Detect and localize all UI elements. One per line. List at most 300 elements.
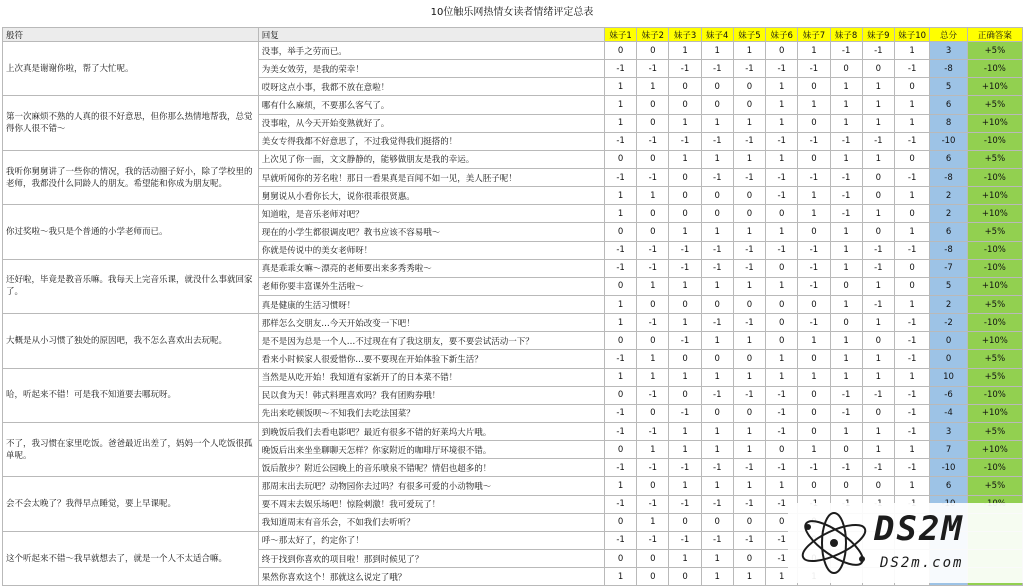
reply-cell: 老师你要丰富课外生活啦～ bbox=[258, 277, 604, 295]
score-cell-girl-2: 0 bbox=[637, 549, 669, 567]
score-cell-girl-3: -1 bbox=[669, 259, 701, 277]
score-cell-girl-5: -1 bbox=[733, 168, 765, 186]
score-cell-girl-4: -1 bbox=[701, 386, 733, 404]
score-cell-girl-1: 0 bbox=[605, 150, 637, 168]
score-cell-girl-7: 0 bbox=[798, 223, 830, 241]
score-cell-girl-7: 1 bbox=[798, 205, 830, 223]
score-cell-girl-1: 0 bbox=[605, 513, 637, 531]
score-cell-girl-6: -1 bbox=[766, 241, 798, 259]
score-cell-girl-5: 1 bbox=[733, 223, 765, 241]
total-cell: 8 bbox=[930, 114, 967, 132]
table-title: 10位触乐网热情女读者情绪评定总表 bbox=[430, 7, 594, 18]
score-cell-girl-7: -1 bbox=[798, 459, 830, 477]
score-cell-girl-4: 1 bbox=[701, 477, 733, 495]
context-cell: 还好啦，毕竟是教音乐嘛。我每天上完音乐课，就没什么事就回家了。 bbox=[3, 259, 259, 313]
score-cell-girl-8: 0 bbox=[830, 277, 862, 295]
reply-cell: 是不是因为总是一个人…不过现在有了我这朋友，要不要尝试活动一下？ bbox=[258, 332, 604, 350]
score-cell-girl-10: 0 bbox=[894, 205, 929, 223]
score-cell-girl-5: 0 bbox=[733, 205, 765, 223]
score-cell-girl-8: 1 bbox=[830, 114, 862, 132]
total-cell: -8 bbox=[930, 168, 967, 186]
score-cell-girl-3: 0 bbox=[669, 205, 701, 223]
score-cell-girl-4: 1 bbox=[701, 368, 733, 386]
score-cell-girl-6: 0 bbox=[766, 332, 798, 350]
score-cell-girl-4: 0 bbox=[701, 404, 733, 422]
score-cell-girl-9: 0 bbox=[862, 168, 894, 186]
score-cell-girl-9: -1 bbox=[862, 386, 894, 404]
score-cell-girl-6: 0 bbox=[766, 205, 798, 223]
score-cell-girl-7: -1 bbox=[798, 60, 830, 78]
total-cell: 6 bbox=[930, 150, 967, 168]
score-cell-girl-8: 1 bbox=[830, 78, 862, 96]
score-cell-girl-7: -1 bbox=[798, 314, 830, 332]
score-cell-girl-9: 1 bbox=[862, 277, 894, 295]
score-cell-girl-1: 1 bbox=[605, 96, 637, 114]
score-cell-girl-10: -1 bbox=[894, 459, 929, 477]
score-cell-girl-6: -1 bbox=[766, 168, 798, 186]
reply-cell: 饭后散步？附近公园晚上的音乐喷泉不错呢？情侣也超多的！ bbox=[258, 459, 604, 477]
answer-cell: +10% bbox=[967, 78, 1022, 96]
reply-cell: 美女专得我都不好意思了，不过我觉得我们挺搭的！ bbox=[258, 132, 604, 150]
score-cell-girl-1: -1 bbox=[605, 259, 637, 277]
score-cell-girl-2: 1 bbox=[637, 78, 669, 96]
score-cell-girl-4: 1 bbox=[701, 332, 733, 350]
reply-cell: 上次见了你一面，文文静静的，能够做朋友是我的幸运。 bbox=[258, 150, 604, 168]
score-cell-girl-4: 1 bbox=[701, 568, 733, 586]
context-cell: 上次真是谢谢你啦，帮了大忙呢。 bbox=[3, 42, 259, 96]
reply-cell: 那样怎么交朋友…今天开始改变一下吧！ bbox=[258, 314, 604, 332]
score-cell-girl-2: -1 bbox=[637, 495, 669, 513]
score-cell-girl-7: 1 bbox=[798, 332, 830, 350]
header-context: 般符 bbox=[3, 28, 259, 42]
score-cell-girl-7: 0 bbox=[798, 295, 830, 313]
score-cell-girl-5: 1 bbox=[733, 441, 765, 459]
score-cell-girl-8: 1 bbox=[830, 295, 862, 313]
score-cell-girl-2: -1 bbox=[637, 531, 669, 549]
context-cell: 这个听起来不错～我早就想去了，就是一个人不太适合嘛。 bbox=[3, 531, 259, 585]
score-cell-girl-2: -1 bbox=[637, 60, 669, 78]
answer-cell: +5% bbox=[967, 368, 1022, 386]
score-cell-girl-8: -1 bbox=[830, 168, 862, 186]
context-cell: 会不会太晚了？我得早点睡觉，要上早课呢。 bbox=[3, 477, 259, 531]
score-cell-girl-5: 1 bbox=[733, 568, 765, 586]
score-cell-girl-5: 1 bbox=[733, 114, 765, 132]
score-cell-girl-7: 1 bbox=[798, 96, 830, 114]
total-cell: -7 bbox=[930, 259, 967, 277]
score-cell-girl-5: 1 bbox=[733, 42, 765, 60]
context-cell: 不了，我习惯在家里吃饭。爸爸最近出差了，妈妈一个人吃饭很孤单呢。 bbox=[3, 422, 259, 476]
total-cell: -10 bbox=[930, 132, 967, 150]
score-cell-girl-2: -1 bbox=[637, 168, 669, 186]
answer-cell: -10% bbox=[967, 132, 1022, 150]
total-cell: 3 bbox=[930, 42, 967, 60]
score-cell-girl-6: 1 bbox=[766, 223, 798, 241]
score-cell-girl-5: 0 bbox=[733, 78, 765, 96]
score-cell-girl-9: 1 bbox=[862, 368, 894, 386]
context-cell: 我听你舅舅讲了一些你的情况，我的活动圈子好小，除了学校里的老师，我都没什么同龄人的朋友。希望能和你成为朋友呢。 bbox=[3, 150, 259, 204]
score-cell-girl-1: 0 bbox=[605, 42, 637, 60]
score-cell-girl-5: -1 bbox=[733, 259, 765, 277]
reply-cell: 要不周末去娱乐场吧！惊险刺激！我可爱玩了！ bbox=[258, 495, 604, 513]
score-cell-girl-9: 1 bbox=[862, 78, 894, 96]
reply-cell: 哪有什么麻烦，不要那么客气了。 bbox=[258, 96, 604, 114]
score-cell-girl-5: 0 bbox=[733, 96, 765, 114]
score-cell-girl-1: 1 bbox=[605, 187, 637, 205]
score-cell-girl-9: 0 bbox=[862, 60, 894, 78]
score-cell-girl-6: 0 bbox=[766, 513, 798, 531]
score-cell-girl-4: 1 bbox=[701, 223, 733, 241]
score-cell-girl-6: 0 bbox=[766, 295, 798, 313]
score-cell-girl-1: 0 bbox=[605, 386, 637, 404]
score-cell-girl-7: 0 bbox=[798, 150, 830, 168]
score-cell-girl-8: 0 bbox=[830, 60, 862, 78]
score-cell-girl-8: -1 bbox=[830, 459, 862, 477]
reply-cell: 我知道周末有音乐会，不如我们去听听？ bbox=[258, 513, 604, 531]
total-cell: 6 bbox=[930, 477, 967, 495]
reply-cell: 没事，举手之劳而已。 bbox=[258, 42, 604, 60]
score-cell-girl-8: -1 bbox=[830, 132, 862, 150]
header-girl-3: 妹子3 bbox=[669, 28, 701, 42]
score-cell-girl-4: 1 bbox=[701, 114, 733, 132]
reply-cell: 哎呀这点小事，我都不放在意啦！ bbox=[258, 78, 604, 96]
score-cell-girl-9: 1 bbox=[862, 114, 894, 132]
score-cell-girl-3: 1 bbox=[669, 150, 701, 168]
score-cell-girl-6: -1 bbox=[766, 386, 798, 404]
score-cell-girl-1: -1 bbox=[605, 132, 637, 150]
reply-cell: 那周末出去玩吧？动物园你去过吗？有很多可爱的小动物哦～ bbox=[258, 477, 604, 495]
answer-cell: +10% bbox=[967, 205, 1022, 223]
score-cell-girl-5: -1 bbox=[733, 495, 765, 513]
score-cell-girl-2: -1 bbox=[637, 259, 669, 277]
total-cell: 0 bbox=[930, 332, 967, 350]
score-cell-girl-7: -1 bbox=[798, 277, 830, 295]
total-cell: 3 bbox=[930, 422, 967, 440]
score-cell-girl-4: 1 bbox=[701, 549, 733, 567]
total-cell: 6 bbox=[930, 96, 967, 114]
total-cell: -2 bbox=[930, 314, 967, 332]
score-cell-girl-5: 0 bbox=[733, 295, 765, 313]
score-cell-girl-1: -1 bbox=[605, 241, 637, 259]
score-cell-girl-3: -1 bbox=[669, 241, 701, 259]
score-cell-girl-10: -1 bbox=[894, 332, 929, 350]
total-cell: 2 bbox=[930, 295, 967, 313]
score-cell-girl-3: 1 bbox=[669, 223, 701, 241]
score-cell-girl-2: 0 bbox=[637, 42, 669, 60]
score-cell-girl-2: 0 bbox=[637, 404, 669, 422]
score-cell-girl-4: -1 bbox=[701, 60, 733, 78]
score-cell-girl-5: 1 bbox=[733, 277, 765, 295]
header-girl-1: 妹子1 bbox=[605, 28, 637, 42]
reply-cell: 终于找到你喜欢的项目啦！那到时候见了？ bbox=[258, 549, 604, 567]
answer-cell: -10% bbox=[967, 60, 1022, 78]
reply-cell: 舅舅说从小看你长大，说你很乖很贤惠。 bbox=[258, 187, 604, 205]
score-cell-girl-3: 0 bbox=[669, 568, 701, 586]
score-cell-girl-3: 0 bbox=[669, 295, 701, 313]
total-cell: 5 bbox=[930, 78, 967, 96]
score-cell-girl-3: 1 bbox=[669, 422, 701, 440]
score-cell-girl-1: 0 bbox=[605, 332, 637, 350]
score-cell-girl-10: -1 bbox=[894, 132, 929, 150]
score-cell-girl-10: -1 bbox=[894, 422, 929, 440]
score-cell-girl-8: 1 bbox=[830, 259, 862, 277]
score-cell-girl-2: 0 bbox=[637, 332, 669, 350]
score-cell-girl-1: -1 bbox=[605, 60, 637, 78]
score-cell-girl-6: -1 bbox=[766, 60, 798, 78]
score-cell-girl-10: 1 bbox=[894, 187, 929, 205]
score-cell-girl-6: 1 bbox=[766, 78, 798, 96]
score-cell-girl-9: -1 bbox=[862, 459, 894, 477]
score-cell-girl-9: 0 bbox=[862, 477, 894, 495]
score-cell-girl-6: -1 bbox=[766, 422, 798, 440]
answer-cell: +5% bbox=[967, 223, 1022, 241]
score-cell-girl-7: 1 bbox=[798, 42, 830, 60]
score-cell-girl-7: 1 bbox=[798, 368, 830, 386]
score-cell-girl-7: 0 bbox=[798, 350, 830, 368]
reply-cell: 真是乖乖女嘛～漂亮的老师要出来多秀秀啦～ bbox=[258, 259, 604, 277]
score-cell-girl-2: 1 bbox=[637, 277, 669, 295]
score-cell-girl-1: 0 bbox=[605, 549, 637, 567]
score-cell-girl-6: 0 bbox=[766, 314, 798, 332]
score-cell-girl-3: 1 bbox=[669, 549, 701, 567]
score-cell-girl-8: -1 bbox=[830, 205, 862, 223]
score-cell-girl-4: 1 bbox=[701, 422, 733, 440]
score-cell-girl-9: 1 bbox=[862, 205, 894, 223]
score-cell-girl-4: 1 bbox=[701, 42, 733, 60]
score-cell-girl-8: -1 bbox=[830, 386, 862, 404]
score-cell-girl-6: 1 bbox=[766, 96, 798, 114]
score-cell-girl-4: 1 bbox=[701, 277, 733, 295]
score-cell-girl-2: 1 bbox=[637, 368, 669, 386]
score-cell-girl-6: 1 bbox=[766, 277, 798, 295]
score-cell-girl-7: -1 bbox=[798, 132, 830, 150]
score-cell-girl-8: 1 bbox=[830, 223, 862, 241]
answer-cell: -10% bbox=[967, 459, 1022, 477]
reply-cell: 没事啦，从今天开始变熟就好了。 bbox=[258, 114, 604, 132]
header-girl-10: 妹子10 bbox=[894, 28, 929, 42]
score-cell-girl-10: 0 bbox=[894, 78, 929, 96]
score-cell-girl-5: 0 bbox=[733, 404, 765, 422]
answer-cell: -10% bbox=[967, 259, 1022, 277]
score-cell-girl-2: -1 bbox=[637, 314, 669, 332]
table-row bbox=[3, 259, 1023, 277]
score-cell-girl-10: -1 bbox=[894, 241, 929, 259]
header-girl-9: 妹子9 bbox=[862, 28, 894, 42]
watermark-logo: DS2M bbox=[874, 509, 964, 549]
score-cell-girl-8: 0 bbox=[830, 441, 862, 459]
score-cell-girl-3: 0 bbox=[669, 78, 701, 96]
score-cell-girl-5: -1 bbox=[733, 531, 765, 549]
score-cell-girl-7: 0 bbox=[798, 477, 830, 495]
score-cell-girl-4: -1 bbox=[701, 168, 733, 186]
score-cell-girl-8: 0 bbox=[830, 477, 862, 495]
score-cell-girl-10: 1 bbox=[894, 295, 929, 313]
score-cell-girl-3: -1 bbox=[669, 531, 701, 549]
header-girl-5: 妹子5 bbox=[733, 28, 765, 42]
reply-cell: 果然你喜欢这个！那就这么说定了哦？ bbox=[258, 568, 604, 586]
score-cell-girl-2: 0 bbox=[637, 295, 669, 313]
score-cell-girl-10: -1 bbox=[894, 314, 929, 332]
score-cell-girl-2: 0 bbox=[637, 114, 669, 132]
score-cell-girl-5: 0 bbox=[733, 187, 765, 205]
total-cell: 10 bbox=[930, 368, 967, 386]
score-cell-girl-6: 1 bbox=[766, 350, 798, 368]
answer-cell: +10% bbox=[967, 114, 1022, 132]
score-cell-girl-9: 0 bbox=[862, 187, 894, 205]
score-cell-girl-2: -1 bbox=[637, 422, 669, 440]
context-cell: 大概是从小习惯了独处的原因吧，我不怎么喜欢出去玩呢。 bbox=[3, 314, 259, 368]
table-row bbox=[3, 150, 1023, 168]
score-cell-girl-1: 1 bbox=[605, 205, 637, 223]
table-row bbox=[3, 42, 1023, 60]
answer-cell: +10% bbox=[967, 332, 1022, 350]
total-cell: 2 bbox=[930, 205, 967, 223]
score-cell-girl-7: 0 bbox=[798, 78, 830, 96]
answer-cell: +5% bbox=[967, 350, 1022, 368]
score-cell-girl-2: 0 bbox=[637, 96, 669, 114]
answer-cell: +10% bbox=[967, 404, 1022, 422]
score-cell-girl-4: 1 bbox=[701, 441, 733, 459]
score-cell-girl-7: 0 bbox=[798, 386, 830, 404]
score-cell-girl-1: -1 bbox=[605, 168, 637, 186]
score-cell-girl-2: 1 bbox=[637, 513, 669, 531]
answer-cell: +5% bbox=[967, 477, 1022, 495]
score-cell-girl-7: 1 bbox=[798, 441, 830, 459]
total-cell: 2 bbox=[930, 187, 967, 205]
score-cell-girl-10: 1 bbox=[894, 477, 929, 495]
answer-cell: +5% bbox=[967, 150, 1022, 168]
score-cell-girl-9: 1 bbox=[862, 422, 894, 440]
score-cell-girl-9: 1 bbox=[862, 314, 894, 332]
score-cell-girl-3: 0 bbox=[669, 386, 701, 404]
score-cell-girl-2: -1 bbox=[637, 132, 669, 150]
score-cell-girl-9: 0 bbox=[862, 332, 894, 350]
score-cell-girl-3: 1 bbox=[669, 477, 701, 495]
score-cell-girl-5: -1 bbox=[733, 132, 765, 150]
score-cell-girl-8: -1 bbox=[830, 404, 862, 422]
score-cell-girl-2: 0 bbox=[637, 477, 669, 495]
score-cell-girl-10: 1 bbox=[894, 96, 929, 114]
header-total: 总分 bbox=[930, 28, 967, 42]
score-cell-girl-10: 0 bbox=[894, 277, 929, 295]
score-cell-girl-6: -1 bbox=[766, 549, 798, 567]
score-cell-girl-6: 1 bbox=[766, 368, 798, 386]
score-cell-girl-4: 0 bbox=[701, 187, 733, 205]
score-cell-girl-8: 1 bbox=[830, 368, 862, 386]
score-cell-girl-1: 1 bbox=[605, 568, 637, 586]
score-cell-girl-1: 1 bbox=[605, 78, 637, 96]
score-cell-girl-10: -1 bbox=[894, 60, 929, 78]
score-cell-girl-3: 0 bbox=[669, 96, 701, 114]
score-cell-girl-2: 0 bbox=[637, 223, 669, 241]
score-cell-girl-3: 1 bbox=[669, 441, 701, 459]
reply-cell: 真是健康的生活习惯呀！ bbox=[258, 295, 604, 313]
score-cell-girl-6: 0 bbox=[766, 259, 798, 277]
header-row bbox=[3, 28, 1023, 42]
score-cell-girl-1: 1 bbox=[605, 314, 637, 332]
score-cell-girl-3: 1 bbox=[669, 114, 701, 132]
score-cell-girl-6: -1 bbox=[766, 187, 798, 205]
score-cell-girl-5: 1 bbox=[733, 422, 765, 440]
score-cell-girl-3: 0 bbox=[669, 350, 701, 368]
score-cell-girl-2: -1 bbox=[637, 386, 669, 404]
score-cell-girl-7: -1 bbox=[798, 168, 830, 186]
score-cell-girl-4: 0 bbox=[701, 205, 733, 223]
score-cell-girl-9: 1 bbox=[862, 350, 894, 368]
score-cell-girl-8: -1 bbox=[830, 187, 862, 205]
score-cell-girl-1: -1 bbox=[605, 404, 637, 422]
total-cell: -6 bbox=[930, 386, 967, 404]
reply-cell: 知道啦，是音乐老师对吧？ bbox=[258, 205, 604, 223]
score-cell-girl-4: 0 bbox=[701, 96, 733, 114]
score-cell-girl-4: 0 bbox=[701, 513, 733, 531]
score-cell-girl-5: -1 bbox=[733, 459, 765, 477]
score-cell-girl-2: 0 bbox=[637, 568, 669, 586]
score-cell-girl-6: -1 bbox=[766, 495, 798, 513]
reply-cell: 看来小时候家人很爱惜你…要不要现在开始体验下新生活？ bbox=[258, 350, 604, 368]
score-cell-girl-9: -1 bbox=[862, 42, 894, 60]
table-row bbox=[3, 422, 1023, 440]
score-cell-girl-10: 0 bbox=[894, 150, 929, 168]
score-cell-girl-1: 1 bbox=[605, 368, 637, 386]
reply-cell: 现在的小学生都很调皮吧？教书应该不容易哦～ bbox=[258, 223, 604, 241]
score-cell-girl-2: 1 bbox=[637, 441, 669, 459]
table-row bbox=[3, 314, 1023, 332]
score-cell-girl-3: 0 bbox=[669, 168, 701, 186]
score-cell-girl-3: -1 bbox=[669, 495, 701, 513]
score-cell-girl-5: -1 bbox=[733, 241, 765, 259]
score-cell-girl-6: 0 bbox=[766, 441, 798, 459]
score-cell-girl-3: 1 bbox=[669, 42, 701, 60]
reply-cell: 你就是传说中的美女老师呀！ bbox=[258, 241, 604, 259]
reply-cell: 为美女效劳，是我的荣幸！ bbox=[258, 60, 604, 78]
score-cell-girl-10: 1 bbox=[894, 368, 929, 386]
header-answer: 正确答案 bbox=[967, 28, 1022, 42]
score-cell-girl-6: 1 bbox=[766, 114, 798, 132]
score-cell-girl-1: -1 bbox=[605, 531, 637, 549]
score-cell-girl-4: -1 bbox=[701, 314, 733, 332]
header-girl-7: 妹子7 bbox=[798, 28, 830, 42]
header-girl-8: 妹子8 bbox=[830, 28, 862, 42]
score-cell-girl-9: -1 bbox=[862, 295, 894, 313]
table-row bbox=[3, 205, 1023, 223]
score-cell-girl-6: 0 bbox=[766, 42, 798, 60]
score-cell-girl-6: 1 bbox=[766, 568, 798, 586]
score-cell-girl-2: 1 bbox=[637, 187, 669, 205]
score-cell-girl-4: 0 bbox=[701, 350, 733, 368]
score-cell-girl-4: 0 bbox=[701, 78, 733, 96]
score-cell-girl-2: -1 bbox=[637, 459, 669, 477]
score-cell-girl-6: 1 bbox=[766, 150, 798, 168]
score-cell-girl-4: -1 bbox=[701, 459, 733, 477]
score-cell-girl-1: 1 bbox=[605, 477, 637, 495]
score-cell-girl-7: 1 bbox=[798, 187, 830, 205]
answer-cell: -10% bbox=[967, 314, 1022, 332]
score-cell-girl-5: 1 bbox=[733, 150, 765, 168]
header-girl-2: 妹子2 bbox=[637, 28, 669, 42]
score-cell-girl-5: -1 bbox=[733, 314, 765, 332]
score-cell-girl-1: -1 bbox=[605, 459, 637, 477]
score-cell-girl-9: 1 bbox=[862, 441, 894, 459]
total-cell: 7 bbox=[930, 441, 967, 459]
total-cell: 0 bbox=[930, 350, 967, 368]
reply-cell: 呼～那太好了，约定你了！ bbox=[258, 531, 604, 549]
answer-cell: +10% bbox=[967, 187, 1022, 205]
score-cell-girl-1: 0 bbox=[605, 441, 637, 459]
reply-cell: 到晚饭后我们去看电影吧？最近有很多不错的好莱坞大片哦。 bbox=[258, 422, 604, 440]
answer-cell: -10% bbox=[967, 241, 1022, 259]
score-cell-girl-9: 1 bbox=[862, 96, 894, 114]
score-cell-girl-8: 0 bbox=[830, 314, 862, 332]
